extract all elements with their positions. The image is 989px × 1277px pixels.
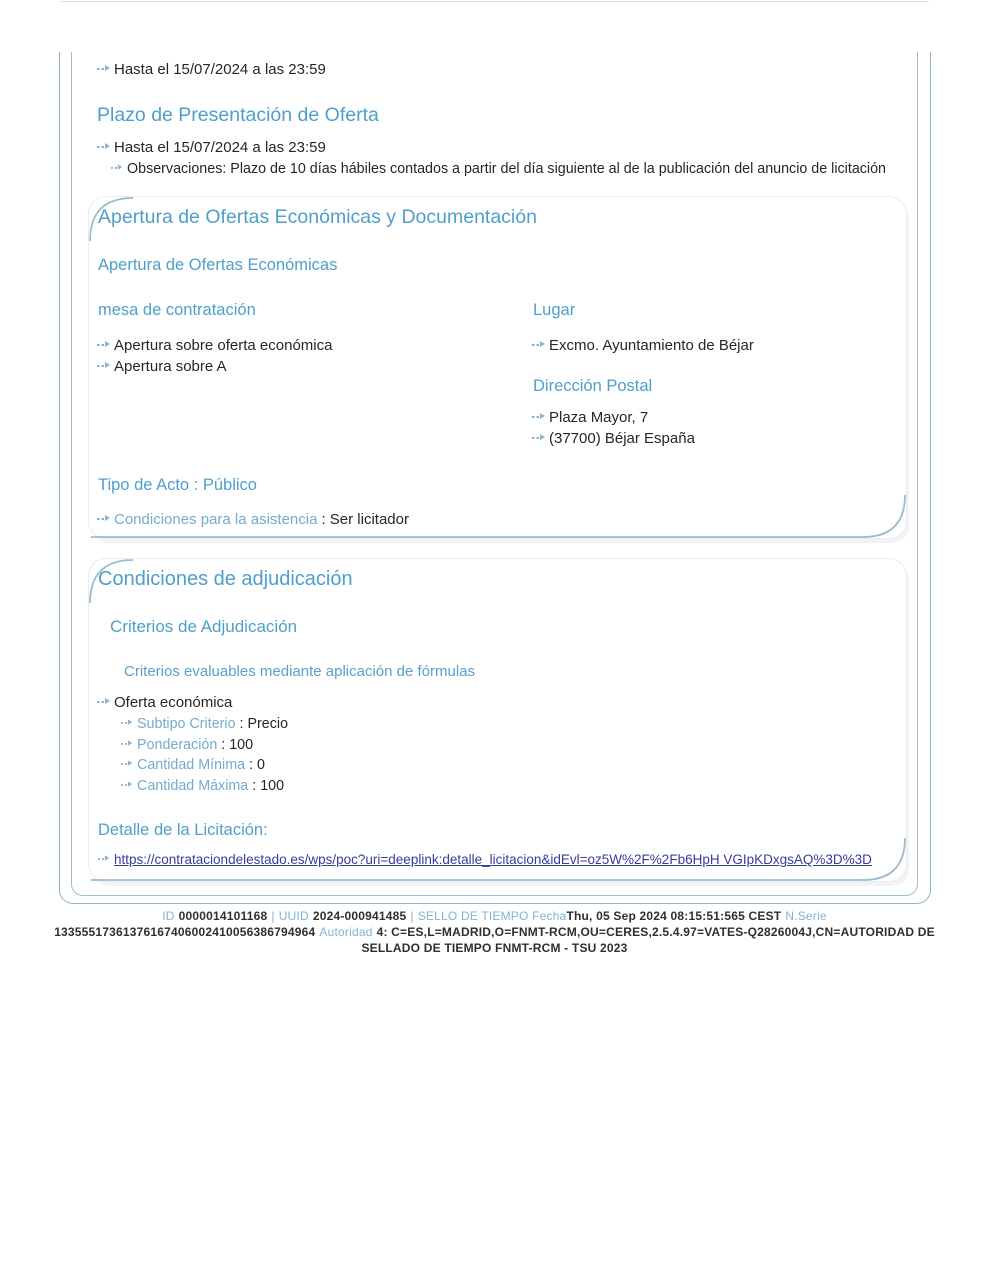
- criterio-prop-label: Cantidad Mínima: [137, 757, 246, 773]
- footer-autoridad-label: Autoridad: [319, 925, 373, 939]
- footer-separator: |: [410, 909, 414, 923]
- criterio-prop-value: : Precio: [239, 716, 289, 732]
- footer-id-label: ID: [162, 909, 175, 923]
- lugar-item: [532, 337, 754, 354]
- dashed-arrow-icon: [97, 64, 111, 73]
- deadline-text: Hasta el 15/07/2024 a las 23:59: [114, 61, 326, 78]
- deadline-item: [97, 139, 326, 156]
- criterio-prop-item: [120, 757, 265, 773]
- detalle-licitacion-item: [97, 851, 872, 869]
- dashed-arrow-icon: [532, 340, 546, 349]
- dashed-arrow-icon: [97, 514, 111, 523]
- mesa-item-text: Apertura sobre A: [114, 358, 227, 375]
- footer-stamp-line-2: [0, 925, 989, 939]
- criterio-prop-label: Cantidad Máxima: [137, 778, 249, 794]
- criterio-name: Oferta económica: [114, 694, 233, 711]
- condiciones-asistencia-label: Condiciones para la asistencia: [114, 511, 318, 528]
- footer-sello-value: Thu, 05 Sep 2024 08:15:51:565 CEST: [566, 909, 782, 923]
- mesa-item-text: Apertura sobre oferta económica: [114, 337, 333, 354]
- footer-id-value: 0000014101168: [178, 909, 268, 923]
- mesa-item: [97, 358, 227, 375]
- deadline-text: Hasta el 15/07/2024 a las 23:59: [114, 139, 326, 156]
- condiciones-adjudicacion-heading: Condiciones de adjudicación: [98, 568, 353, 590]
- criterio-prop-label: Subtipo Criterio: [137, 716, 236, 732]
- page-top-rule: [60, 1, 929, 2]
- direccion-item: [532, 409, 648, 426]
- direccion-item: [532, 430, 695, 447]
- apertura-sub-heading: Apertura de Ofertas Económicas: [98, 256, 338, 274]
- tipo-acto-heading: Tipo de Acto : Público: [98, 476, 257, 494]
- footer-autoridad-value-2: SELLADO DE TIEMPO FNMT-RCM - TSU 2023: [361, 941, 628, 955]
- dashed-arrow-icon: [121, 781, 133, 789]
- dashed-arrow-icon: [121, 719, 133, 727]
- criterio-prop-item: [120, 716, 288, 732]
- direccion-line: (37700) Béjar España: [549, 430, 695, 447]
- dashed-arrow-icon: [97, 340, 111, 349]
- condiciones-asistencia-value: : Ser licitador: [321, 511, 409, 528]
- condiciones-asistencia-item: [97, 511, 409, 528]
- deadline-item-top: [97, 61, 326, 78]
- footer-nserie-value: 13355517361376167406002410056386794964: [54, 925, 316, 939]
- dashed-arrow-icon: [111, 164, 123, 172]
- criterio-item: [97, 694, 232, 711]
- criterios-adjudicacion-heading: Criterios de Adjudicación: [110, 617, 298, 636]
- observaciones-item: [110, 161, 886, 177]
- dashed-arrow-icon: [97, 361, 111, 370]
- criterio-prop-value: : 100: [252, 778, 285, 794]
- criterio-prop-item: [120, 778, 284, 794]
- criterio-prop-value: : 100: [221, 737, 254, 753]
- footer-separator: |: [271, 909, 275, 923]
- direccion-line: Plaza Mayor, 7: [549, 409, 649, 426]
- criterio-prop-label: Ponderación: [137, 737, 218, 753]
- criterio-prop-value: : 0: [249, 757, 265, 773]
- detalle-licitacion-link[interactable]: https://contrataciondelestado.es/wps/poc?uri=deeplink:detalle_licitacion&idEvl=oz5W%2F%2Fb6HpH VGIpKDxgsAQ%3D%3D: [114, 852, 872, 867]
- dashed-arrow-icon: [98, 855, 110, 863]
- apertura-section-heading: Apertura de Ofertas Económicas y Documentación: [98, 206, 537, 228]
- footer-sello-label: SELLO DE TIEMPO Fecha: [417, 909, 567, 923]
- dashed-arrow-icon: [121, 740, 133, 748]
- mesa-contratacion-heading: mesa de contratación: [98, 301, 256, 319]
- observaciones-text: Observaciones: Plazo de 10 días hábiles contados a partir del día siguiente al de la publicación del anuncio de licitación: [127, 161, 887, 177]
- direccion-postal-heading: Dirección Postal: [533, 377, 653, 395]
- lugar-text: Excmo. Ayuntamiento de Béjar: [549, 337, 754, 354]
- lugar-heading: Lugar: [533, 301, 576, 319]
- footer-autoridad-value: 4: C=ES,L=MADRID,O=FNMT-RCM,OU=CERES,2.5.4.97=VATES-Q2826004J,CN=AUTORIDAD DE: [376, 925, 935, 939]
- criterio-prop-item: [120, 737, 253, 753]
- detalle-licitacion-heading: Detalle de la Licitación:: [98, 821, 268, 839]
- dashed-arrow-icon: [97, 142, 111, 151]
- footer-stamp-line-3: [0, 941, 989, 955]
- dashed-arrow-icon: [121, 760, 133, 768]
- dashed-arrow-icon: [532, 412, 546, 421]
- footer-stamp-line-1: [0, 909, 989, 923]
- criterios-evaluables-heading: Criterios evaluables mediante aplicación de fórmulas: [124, 663, 476, 680]
- plazo-presentacion-heading: Plazo de Presentación de Oferta: [97, 104, 379, 126]
- footer-uuid-value: 2024-000941485: [312, 909, 407, 923]
- dashed-arrow-icon: [97, 697, 111, 706]
- footer-nserie-label: N.Serie: [785, 909, 827, 923]
- mesa-item: [97, 337, 332, 354]
- footer-uuid-label: UUID: [278, 909, 309, 923]
- dashed-arrow-icon: [532, 433, 546, 442]
